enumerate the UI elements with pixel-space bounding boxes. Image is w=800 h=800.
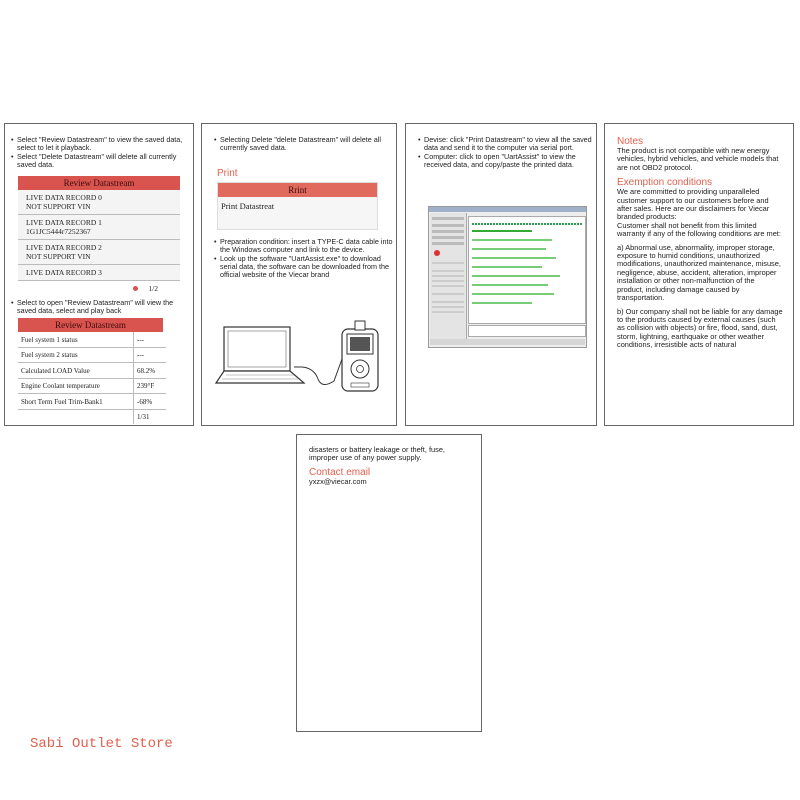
record-item[interactable]: LIVE DATA RECORD 0 NOT SUPPORT VIN: [18, 190, 180, 215]
table-page-number: 1/31: [134, 409, 167, 424]
review-datastream-screen: [18, 176, 180, 296]
bullet-list-top: [5, 136, 193, 170]
window-titlebar: [429, 207, 586, 212]
bullet-list-delete: [202, 136, 396, 153]
print-heading: Print: [217, 167, 238, 179]
bullet-list-print: [406, 136, 596, 170]
status-bar: [430, 339, 585, 345]
pid-value: 239°F: [134, 378, 167, 394]
exemption-item-a: a) Abnormal use, abnormality, improper storage, exposure to humid conditions, unauthorized modifications, unauthorized maintenance, misuse, negligence, abuse, accident, alteration, improper installation or other non-malfunction of the product, including damage caused by transportation.: [617, 242, 781, 303]
contact-email[interactable]: yxzx@viecar.com: [309, 476, 367, 486]
notes-text: The product is not compatible with new energy vehicles, hybrid vehicles, and vehicle models that are not OBD2 protocol.: [617, 146, 779, 172]
pid-value: ---: [134, 332, 167, 347]
manual-page-3: [405, 123, 597, 426]
record-item[interactable]: LIVE DATA RECORD 3: [18, 265, 180, 281]
review-datastream-header: Review Datastream: [18, 176, 180, 190]
datastream-values-screen: [5, 318, 193, 424]
record-item[interactable]: LIVE DATA RECORD 1 1G1JC5444r7252367: [18, 215, 180, 240]
uartassist-screenshot: [428, 206, 587, 348]
bullet-preparation: • Preparation condition: insert a TYPE-C data cable into the Windows computer and link to the device.: [214, 238, 396, 255]
table-row[interactable]: [18, 363, 166, 379]
table-row[interactable]: [18, 332, 166, 347]
pid-value: 68.2%: [134, 363, 167, 379]
laptop-icon: [216, 327, 304, 383]
pid-label: Short Term Fuel Trim-Bank1: [18, 394, 134, 410]
datastream-table: [18, 332, 166, 424]
obd-scanner-icon: [342, 321, 378, 391]
manual-page-5: [296, 434, 482, 732]
bullet-device-print: • Devise: click "Print Datastream" to view all the saved data and send it to the computer via serial port.: [418, 136, 596, 153]
pid-value: ---: [134, 347, 167, 363]
record-item[interactable]: LIVE DATA RECORD 2 NOT SUPPORT VIN: [18, 240, 180, 265]
table-spacer: [18, 409, 134, 424]
bullet-review: • Select "Review Datastream" to view the saved data, select to let it playback.: [11, 136, 193, 153]
print-datastream-option[interactable]: Print Datastreat: [221, 200, 275, 211]
page-indicator-dot: [133, 286, 138, 291]
records-page-number: 1/2: [148, 283, 158, 293]
pid-value: -68%: [134, 394, 167, 410]
store-watermark: Sabi Outlet Store: [30, 736, 173, 752]
bullet-list-mid: [5, 299, 193, 316]
receive-data-area: [468, 216, 586, 324]
review-datastream-header-2: Review Datastream: [18, 318, 163, 332]
bullet-delete: • Select "Delete Datastream" will delete all currently saved data.: [11, 153, 193, 170]
laptop-device-illustration: [214, 319, 386, 399]
bullet-open-review: • Select to open "Review Datastream" will view the saved data, select and play back: [11, 299, 193, 316]
pid-label: Engine Coolant temperature: [18, 378, 134, 394]
table-row[interactable]: [18, 347, 166, 363]
settings-panel: [430, 213, 467, 341]
bullet-computer-uart: • Computer: click to open "UartAssist" to view the received data, and copy/paste the printed data.: [418, 153, 596, 170]
pid-label: Fuel system 2 status: [18, 347, 134, 363]
records-pager: [18, 281, 180, 296]
manual-page-2: [201, 123, 397, 426]
send-data-box: [468, 325, 586, 337]
bullet-list-uart: [202, 238, 396, 280]
print-menu-screen: [217, 182, 378, 230]
pid-label: Fuel system 1 status: [18, 332, 134, 347]
print-menu-header: Rrint: [218, 183, 377, 197]
bullet-uartassist: • Look up the software "UartAssist.exe" to download serial data, the software can be downloaded from the official website of the Viecar brand: [214, 255, 396, 280]
exemption-text: We are committed to providing unparalleled customer support to our customers before and after sales. Here are our disclaimers for Viecar branded products: Customer shall not benefit from this limited warranty if any of the following conditions are met:: [617, 187, 781, 239]
table-row[interactable]: [18, 378, 166, 394]
notes-heading: Notes: [617, 136, 644, 147]
exemption-heading: Exemption conditions: [617, 177, 713, 189]
manual-page-1: [4, 123, 194, 426]
manual-page-4: [604, 123, 794, 426]
table-row[interactable]: [18, 394, 166, 410]
contact-heading: Contact email: [309, 466, 371, 478]
continued-text: disasters or battery leakage or theft, fuse, improper use of any power supply.: [309, 445, 445, 463]
pid-label: Calculated LOAD Value: [18, 363, 134, 379]
exemption-item-b: b) Our company shall not be liable for any damage to the products caused by external causes (such as collision with objects) or fire, flood, sand, dust, storm, lightning, earthquake or other weather conditions, irresistible acts of natural: [617, 306, 783, 350]
bullet-delete-datastream: • Selecting Delete "delete Datastream" will delete all currently saved data.: [214, 136, 396, 153]
